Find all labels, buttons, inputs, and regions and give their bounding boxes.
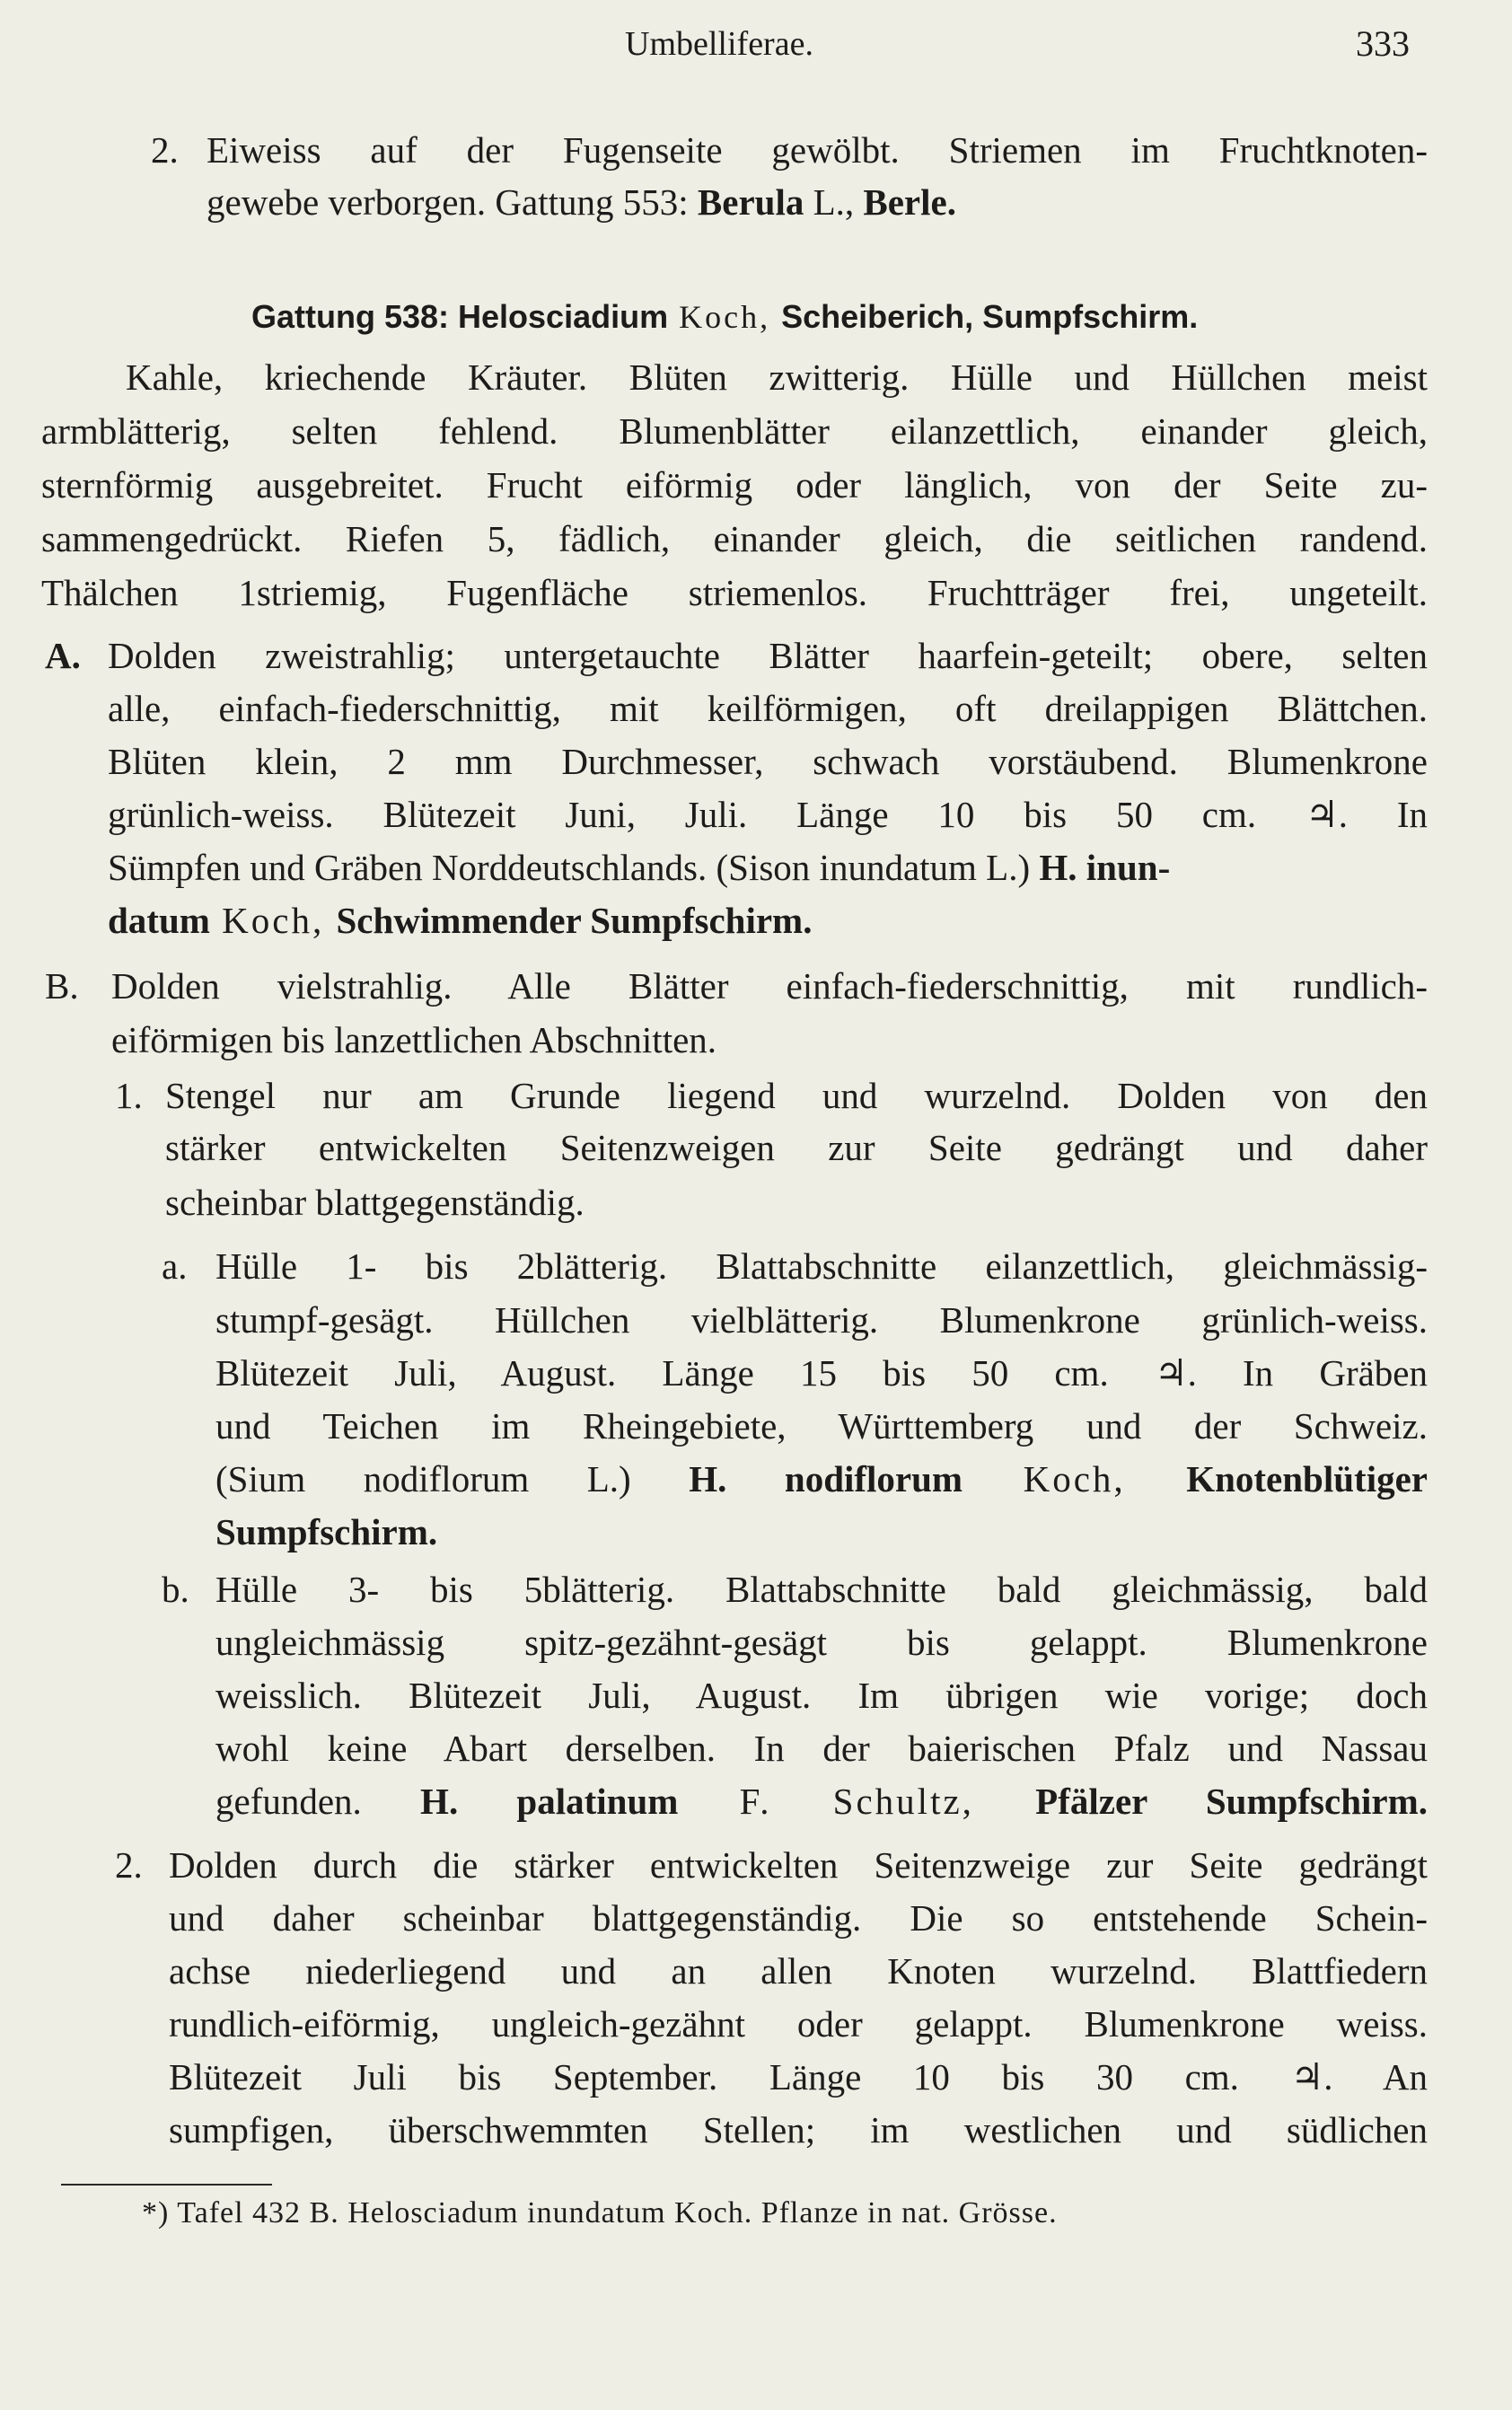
key-B-line: Dolden vielstrahlig. Alle Blätter einfach-fiederschnittig, mit rundlich- bbox=[111, 965, 1428, 1007]
footnote: *) Tafel 432 B. Helosciadum inundatum Koch. Pflanze in nat. Grösse. bbox=[142, 2196, 1058, 2230]
species-author: F. Schultz, bbox=[678, 1781, 1036, 1822]
key-B1a-marker: a. bbox=[162, 1245, 188, 1287]
key-B1a-line: Blütezeit Juli, August. Länge 15 bis 50 cm. ♃. In Gräben bbox=[215, 1352, 1428, 1394]
key-A-marker: A. bbox=[45, 635, 81, 676]
species-common-name: Knotenblütiger bbox=[1186, 1458, 1428, 1500]
key-B2-line: rundlich-eiförmig, ungleich-gezähnt oder gelappt. Blumenkrone weiss. bbox=[169, 2003, 1428, 2045]
key-B2-line: achse niederliegend und an allen Knoten wurzelnd. Blattfiedern bbox=[169, 1950, 1428, 1992]
intro-line: Eiweiss auf der Fugenseite gewölbt. Striemen im Fruchtknoten- bbox=[207, 129, 1428, 171]
key-B1b-line: ungleichmässig spitz-gezähnt-gesägt bis gelappt. Blumenkrone bbox=[215, 1622, 1428, 1663]
key-B1b-text: gefunden. bbox=[215, 1781, 421, 1822]
intro-author: L., bbox=[804, 181, 864, 223]
key-A-text: Sümpfen und Gräben Norddeutschlands. (Sison inundatum L.) bbox=[108, 847, 1040, 888]
key-B1-line: stärker entwickelten Seitenzweigen zur Seite gedrängt und daher bbox=[165, 1127, 1428, 1168]
genus-heading bbox=[251, 293, 1198, 341]
key-B1-line: Stengel nur am Grunde liegend und wurzelnd. Dolden von den bbox=[165, 1075, 1428, 1116]
key-B1b-marker: b. bbox=[162, 1569, 189, 1610]
desc-line: Thälchen 1striemig, Fugenfläche striemenlos. Fruchtträger frei, ungeteilt. bbox=[41, 572, 1428, 613]
key-B-line: eiförmigen bis lanzettlichen Abschnitten. bbox=[111, 1019, 717, 1060]
intro-text: gewebe verborgen. Gattung 553: bbox=[207, 181, 698, 223]
species-common-name: Sumpfschirm. bbox=[215, 1511, 438, 1552]
species-name: datum bbox=[108, 900, 210, 941]
key-B1a-line bbox=[215, 1455, 1428, 1503]
page-number: 333 bbox=[1356, 23, 1410, 64]
genus-link-name: Berula bbox=[697, 181, 804, 223]
key-B1-line: scheinbar blattgegenständig. bbox=[165, 1182, 585, 1223]
key-A-line bbox=[108, 843, 1170, 892]
desc-line: armblätterig, selten fehlend. Blumenblätter eilanzettlich, einander gleich, bbox=[41, 410, 1428, 452]
species-name: H. palatinum bbox=[420, 1781, 679, 1822]
key-B1b-line: Hülle 3- bis 5blätterig. Blattabschnitte bald gleichmässig, bald bbox=[215, 1569, 1428, 1610]
key-B1a-line: Hülle 1- bis 2blätterig. Blattabschnitte eilanzettlich, gleichmässig- bbox=[215, 1245, 1428, 1287]
key-B1b-line bbox=[215, 1777, 1428, 1825]
key-B1a-line: und Teichen im Rheingebiete, Württemberg und der Schweiz. bbox=[215, 1405, 1428, 1447]
key-B2-line: Dolden durch die stärker entwickelten Seitenzweige zur Seite gedrängt bbox=[169, 1844, 1428, 1886]
key-A-line: grünlich-weiss. Blütezeit Juni, Juli. Länge 10 bis 50 cm. ♃. In bbox=[108, 794, 1428, 835]
key-B1-marker: 1. bbox=[115, 1075, 143, 1116]
key-B2-line: Blütezeit Juli bis September. Länge 10 bis 30 cm. ♃. An bbox=[169, 2056, 1428, 2098]
species-author: Koch, bbox=[963, 1458, 1187, 1500]
key-B1a-text: (Sium nodiflorum L.) bbox=[215, 1458, 690, 1500]
intro-marker: 2. bbox=[151, 129, 179, 171]
key-A-line: Blüten klein, 2 mm Durchmesser, schwach vorstäubend. Blumenkrone bbox=[108, 741, 1428, 782]
desc-line: sammengedrückt. Riefen 5, fädlich, einander gleich, die seitlichen randend. bbox=[41, 518, 1428, 559]
genus-heading-name: Gattung 538: Helosciadium bbox=[251, 298, 669, 335]
species-author: Koch, bbox=[209, 900, 337, 941]
key-B1b-line: wohl keine Abart derselben. In der baierischen Pfalz und Nassau bbox=[215, 1728, 1428, 1769]
species-common-name: Pfälzer Sumpfschirm. bbox=[1035, 1781, 1428, 1822]
key-B2-line: sumpfigen, überschwemmten Stellen; im westlichen und südlichen bbox=[169, 2109, 1428, 2151]
genus-heading-author: Koch, bbox=[668, 299, 782, 335]
key-A-line: Dolden zweistrahlig; untergetauchte Blätter haarfein-geteilt; obere, selten bbox=[108, 635, 1428, 676]
species-name: H. nodiflorum bbox=[689, 1458, 963, 1500]
desc-line: sternförmig ausgebreitet. Frucht eiförmig oder länglich, von der Seite zu- bbox=[41, 464, 1428, 506]
genus-common-name: Berle. bbox=[863, 181, 956, 223]
intro-line-2 bbox=[207, 178, 956, 226]
key-B2-line: und daher scheinbar blattgegenständig. Die so entstehende Schein- bbox=[169, 1897, 1428, 1939]
desc-line: Kahle, kriechende Kräuter. Blüten zwitterig. Hülle und Hüllchen meist bbox=[126, 356, 1428, 398]
species-common-name: Schwimmender Sumpfschirm. bbox=[336, 900, 813, 941]
key-B1b-line: weisslich. Blütezeit Juli, August. Im übrigen wie vorige; doch bbox=[215, 1675, 1428, 1716]
running-header-title: Umbelliferae. bbox=[625, 25, 813, 63]
footnote-divider bbox=[61, 2184, 272, 2186]
key-B2-marker: 2. bbox=[115, 1844, 143, 1886]
key-A-line bbox=[108, 896, 812, 945]
genus-heading-common: Scheiberich, Sumpfschirm. bbox=[781, 298, 1199, 335]
species-name: H. inun- bbox=[1039, 847, 1171, 888]
key-A-line: alle, einfach-fiederschnittig, mit keilförmigen, oft dreilappigen Blättchen. bbox=[108, 688, 1428, 729]
key-B-marker: B. bbox=[45, 965, 79, 1007]
key-B1a-line: stumpf-gesägt. Hüllchen vielblätterig. Blumenkrone grünlich-weiss. bbox=[215, 1299, 1428, 1341]
